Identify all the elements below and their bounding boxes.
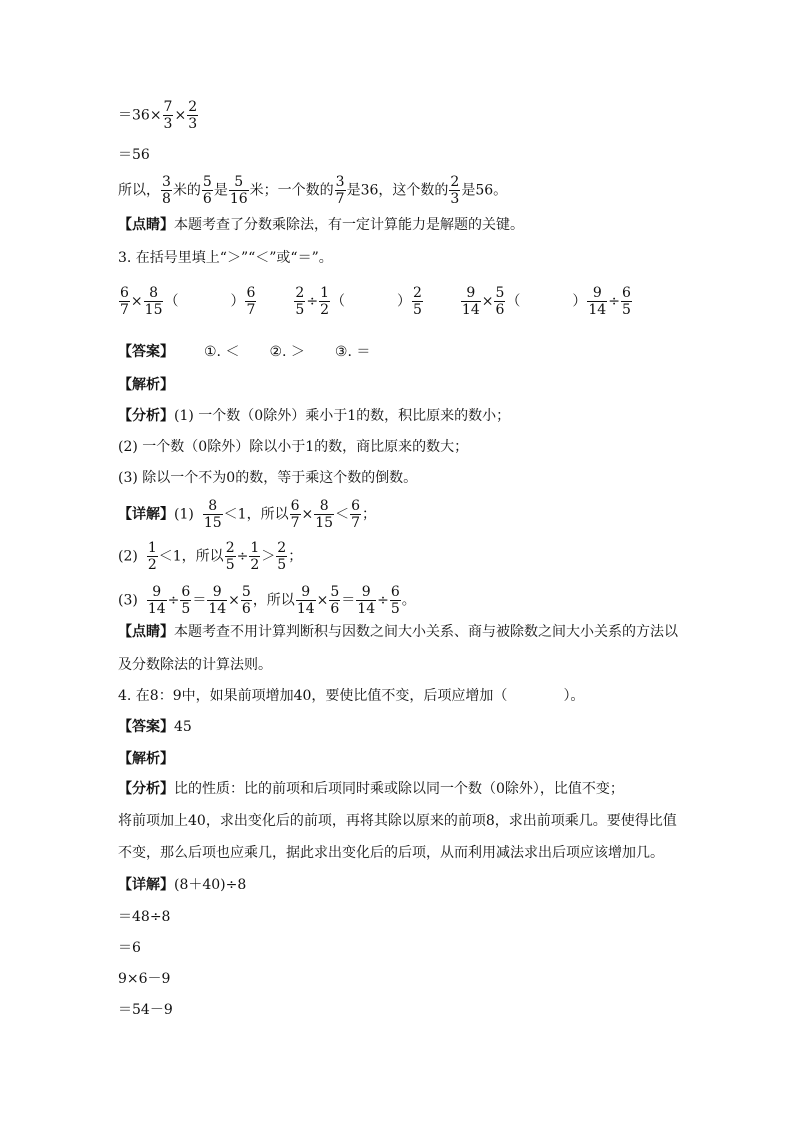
text: (8＋40)÷8 [174, 877, 247, 893]
denominator: 8 [162, 191, 171, 207]
fraction [249, 541, 260, 572]
fraction [319, 286, 330, 317]
text: ； [362, 506, 376, 523]
denominator: 15 [203, 515, 222, 531]
numerator: 1 [320, 285, 329, 301]
denominator: 5 [181, 601, 191, 617]
answer-line-2 [118, 717, 192, 737]
fraction [147, 541, 158, 572]
denominator: 3 [163, 116, 173, 132]
detail-line-3 [118, 585, 416, 616]
fraction [144, 286, 164, 317]
numerator: 3 [335, 174, 345, 190]
denominator: 7 [351, 515, 360, 531]
denominator: 7 [120, 302, 129, 318]
calc-line-4: ＝6 [118, 940, 141, 956]
fraction [412, 286, 423, 317]
numerator: 9 [212, 584, 222, 600]
fraction [350, 499, 361, 530]
denominator: 7 [290, 515, 300, 531]
text: (1) 一个数（0除外）乘小于1的数，积比原来的数小； [174, 408, 511, 424]
operator: × [301, 506, 314, 523]
text: 本题考查不用计算判断积与因数之间大小关系、商与被除数之间大小关系的方法以 [174, 624, 678, 640]
numerator: 5 [241, 584, 251, 600]
operator: × [130, 293, 143, 310]
fraction [296, 585, 316, 616]
fraction [276, 541, 287, 572]
fraction [390, 585, 401, 616]
denominator: 7 [335, 191, 345, 207]
fraction [203, 499, 223, 530]
denominator: 6 [495, 302, 505, 318]
question-3-title: 3. 在括号里填上“＞”“＜”或“＝”。 [118, 250, 333, 266]
section-tag: 【答案】 [118, 719, 174, 735]
answer-value: 45 [174, 719, 192, 735]
text: 所以， [118, 182, 160, 199]
fraction [290, 499, 301, 530]
text: 是 [213, 182, 228, 199]
analysis-line-3: (3) 除以一个不为0的数，等于乘这个数的倒数。 [118, 470, 418, 486]
numerator: 6 [246, 285, 256, 301]
answer-line [118, 342, 370, 362]
blank-open: （ [330, 293, 345, 310]
analysis-line-4 [118, 779, 624, 799]
numerator: 8 [149, 285, 159, 301]
blank-open: （ [164, 293, 179, 310]
numerator: 7 [163, 99, 173, 115]
fraction [161, 175, 172, 206]
numerator: 6 [621, 285, 631, 301]
numerator: 9 [361, 584, 371, 600]
fraction [494, 286, 505, 317]
text: ＜1，所以 [158, 548, 224, 565]
denominator: 7 [246, 302, 256, 318]
analysis-heading: 【解析】 [118, 377, 174, 393]
numerator: 5 [330, 584, 340, 600]
conclusion-line [118, 175, 507, 206]
denominator: 5 [225, 557, 235, 573]
numerator: 6 [290, 498, 300, 514]
calc-line-5: 9×6－9 [118, 971, 171, 987]
numerator: 9 [466, 285, 476, 301]
operator: ÷ [377, 592, 389, 609]
operator: ÷ [608, 293, 620, 310]
analysis-line-5: 将前项加上40，求出变化后的前项，再将其除以原来的前项8，求出前项乘几。要使得比值 [118, 813, 677, 829]
comment-line-2-cont: 及分数除法的计算法则。 [118, 657, 272, 673]
fraction [119, 286, 130, 317]
operator: ÷ [236, 548, 249, 565]
operator: ÷ [306, 293, 319, 310]
comment-line-2 [118, 622, 678, 642]
denominator: 5 [295, 302, 305, 318]
fraction [245, 286, 256, 317]
denominator: 6 [202, 191, 212, 207]
calc-line-2: ＝56 [118, 147, 150, 163]
operator: ＜ [335, 506, 350, 523]
numerator: 6 [351, 498, 360, 514]
denominator: 14 [461, 302, 480, 318]
analysis-line-1 [118, 406, 510, 426]
section-tag: 【点睛】 [118, 217, 174, 233]
text: 是36，这个数的 [346, 182, 449, 199]
numerator: 8 [319, 498, 329, 514]
operator: × [228, 592, 240, 609]
fraction [202, 175, 213, 206]
denominator: 2 [250, 557, 260, 573]
numerator: 9 [592, 285, 602, 301]
numerator: 9 [301, 584, 311, 600]
fraction [621, 286, 632, 317]
numerator: 1 [147, 540, 157, 556]
text: 米的 [172, 182, 201, 199]
text: 。 [401, 592, 416, 609]
operator: × [316, 592, 329, 609]
numerator: 5 [202, 174, 212, 190]
denominator: 2 [147, 557, 157, 573]
denominator: 6 [330, 601, 340, 617]
text: 比的性质：比的前项和后项同时乘或除以同一个数（0除外），比值不变； [174, 781, 624, 797]
denominator: 16 [229, 191, 248, 207]
blank-close: ） [396, 293, 411, 310]
fraction [294, 286, 305, 317]
denominator: 3 [450, 191, 460, 207]
denominator: 3 [188, 116, 198, 132]
blank-close: ） [572, 293, 587, 310]
text: ＝36× [118, 107, 162, 124]
operator: ＝ [192, 592, 207, 609]
section-tag: 【分析】 [118, 408, 174, 424]
fraction [241, 585, 252, 616]
text: 是56。 [461, 182, 508, 199]
operator: ＞ [261, 548, 276, 565]
section-tag: 【答案】 [118, 344, 174, 360]
section-tag: 【详解】 [118, 877, 174, 893]
fraction [449, 175, 460, 206]
fraction [180, 585, 191, 616]
numerator: 2 [450, 174, 460, 190]
denominator: 14 [296, 601, 315, 617]
numerator: 2 [412, 285, 422, 301]
fraction [229, 175, 249, 206]
calc-line-1 [118, 100, 199, 131]
blank-open: （ [506, 293, 521, 310]
numerator: 3 [162, 174, 171, 190]
fraction [335, 175, 346, 206]
numerator: 2 [188, 99, 198, 115]
denominator: 5 [412, 302, 422, 318]
text: (1) [174, 506, 194, 523]
detail-line-1 [118, 499, 376, 530]
text: 本题考查了分数乘除法，有一定计算能力是解题的关键。 [174, 217, 524, 233]
operator: ÷ [167, 592, 180, 609]
numerator: 2 [225, 540, 235, 556]
denominator: 5 [621, 302, 631, 318]
denominator: 5 [277, 557, 287, 573]
calc-line-6: ＝54－9 [118, 1002, 173, 1018]
text: 4. 在8：9中，如果前项增加40，要使比值不变，后项应增加（ [118, 688, 508, 704]
analysis-line-6: 不变，那么后项也应乘几，据此求出变化后的后项，从而利用减法求出后项应该增加几。 [118, 845, 664, 861]
numerator: 5 [495, 285, 505, 301]
numerator: 1 [250, 540, 260, 556]
fraction [163, 100, 174, 131]
numerator: 8 [208, 498, 218, 514]
detail-line-4 [118, 875, 246, 895]
numerator: 6 [181, 584, 191, 600]
denominator: 5 [390, 601, 400, 617]
numerator: 2 [277, 540, 287, 556]
analysis-heading-2: 【解析】 [118, 751, 174, 767]
fraction [207, 585, 227, 616]
comment-line [118, 215, 524, 235]
section-tag: 【点睛】 [118, 624, 174, 640]
denominator: 15 [144, 302, 163, 318]
fraction [356, 585, 376, 616]
denominator: 2 [320, 302, 329, 318]
text: ＜1，所以 [223, 506, 289, 523]
text: ； [288, 548, 303, 565]
text: ）。 [563, 688, 585, 704]
fraction [147, 585, 167, 616]
text: (2) [118, 548, 138, 565]
numerator: 5 [234, 174, 244, 190]
question-4-title [118, 686, 584, 706]
numerator: 6 [390, 584, 400, 600]
fraction [329, 585, 340, 616]
numerator: 9 [152, 584, 162, 600]
fraction [461, 286, 481, 317]
section-tag: 【详解】 [118, 506, 174, 523]
denominator: 6 [241, 601, 251, 617]
blank-close: ） [230, 293, 245, 310]
text: (3) [118, 592, 138, 609]
operator: × [481, 293, 494, 310]
fraction [225, 541, 236, 572]
denominator: 14 [147, 601, 166, 617]
answer-item: ①. ＜ [204, 344, 240, 360]
denominator: 14 [588, 302, 607, 318]
denominator: 14 [208, 601, 227, 617]
fraction [587, 286, 607, 317]
detail-line-2 [118, 541, 302, 572]
text: 米；一个数的 [249, 182, 334, 199]
fraction [187, 100, 198, 131]
denominator: 14 [357, 601, 376, 617]
denominator: 15 [315, 515, 334, 531]
calc-line-3: ＝48÷8 [118, 909, 171, 925]
analysis-line-2: (2) 一个数（0除外）除以小于1的数，商比原来的数大； [118, 439, 469, 455]
operator: ＝ [341, 592, 356, 609]
text: ，所以 [252, 592, 295, 609]
answer-item: ②. ＞ [269, 344, 305, 360]
operator: × [174, 107, 187, 124]
numerator: 2 [295, 285, 305, 301]
section-tag: 【分析】 [118, 781, 174, 797]
numerator: 6 [120, 285, 129, 301]
fraction [314, 499, 334, 530]
answer-item: ③. ＝ [334, 344, 371, 360]
question-3-items [118, 286, 633, 317]
